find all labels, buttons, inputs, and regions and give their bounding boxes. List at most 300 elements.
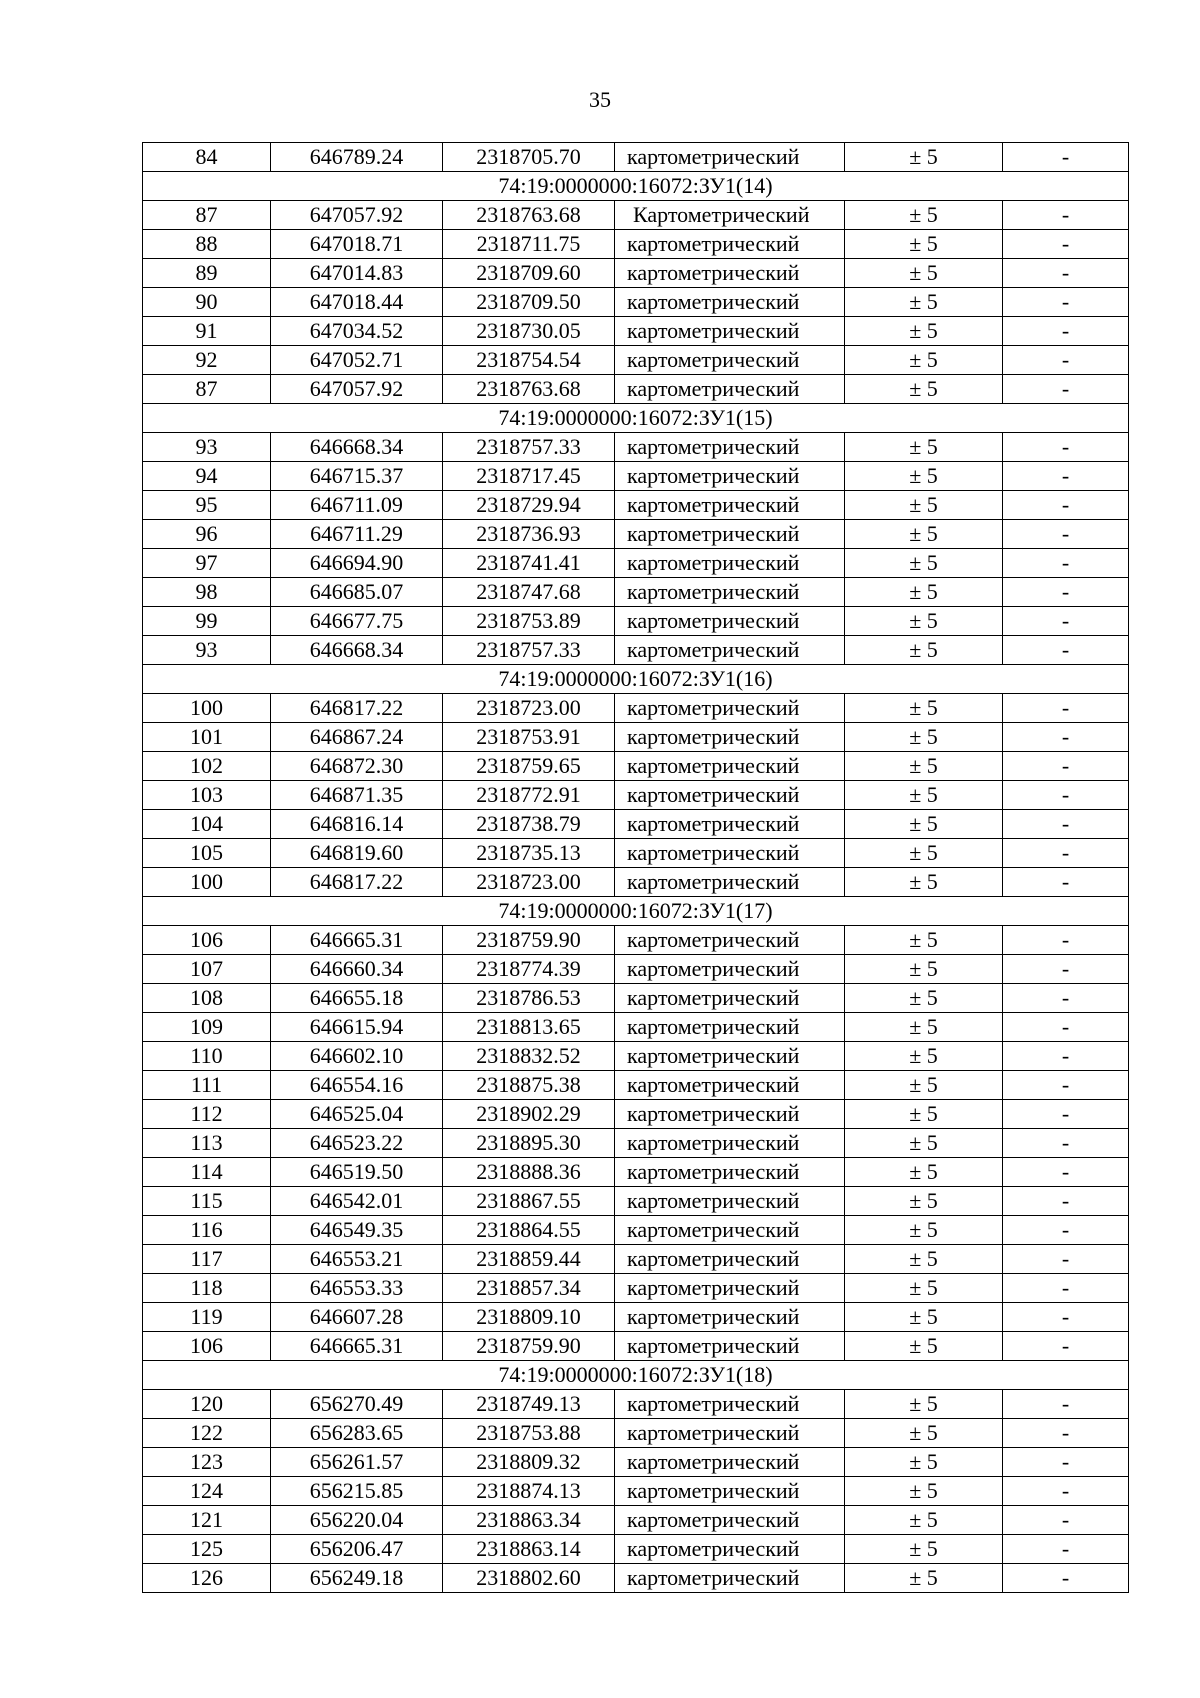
y-coordinate-cell: 2318809.32 xyxy=(443,1448,615,1477)
accuracy-cell: ± 5 xyxy=(845,1216,1003,1245)
y-coordinate-cell: 2318741.41 xyxy=(443,549,615,578)
method-cell: картометрический xyxy=(615,346,845,375)
point-number-cell: 110 xyxy=(143,1042,271,1071)
note-cell: - xyxy=(1003,1129,1129,1158)
y-coordinate-cell: 2318813.65 xyxy=(443,1013,615,1042)
accuracy-cell: ± 5 xyxy=(845,1535,1003,1564)
table-row xyxy=(143,578,1129,607)
x-coordinate-cell: 646660.34 xyxy=(271,955,443,984)
table-row xyxy=(143,1477,1129,1506)
point-number-cell: 105 xyxy=(143,839,271,868)
table-row xyxy=(143,1564,1129,1593)
accuracy-cell: ± 5 xyxy=(845,1013,1003,1042)
table-row xyxy=(143,1216,1129,1245)
point-number-cell: 104 xyxy=(143,810,271,839)
point-number-cell: 100 xyxy=(143,694,271,723)
y-coordinate-cell: 2318717.45 xyxy=(443,462,615,491)
x-coordinate-cell: 646867.24 xyxy=(271,723,443,752)
method-cell: картометрический xyxy=(615,752,845,781)
y-coordinate-cell: 2318759.65 xyxy=(443,752,615,781)
note-cell: - xyxy=(1003,1013,1129,1042)
method-cell: картометрический xyxy=(615,1129,845,1158)
point-number-cell: 124 xyxy=(143,1477,271,1506)
note-cell: - xyxy=(1003,346,1129,375)
method-cell: картометрический xyxy=(615,578,845,607)
table-row xyxy=(143,1071,1129,1100)
point-number-cell: 106 xyxy=(143,1332,271,1361)
note-cell: - xyxy=(1003,607,1129,636)
x-coordinate-cell: 646694.90 xyxy=(271,549,443,578)
y-coordinate-cell: 2318786.53 xyxy=(443,984,615,1013)
table-row xyxy=(143,1100,1129,1129)
y-coordinate-cell: 2318709.50 xyxy=(443,288,615,317)
x-coordinate-cell: 646665.31 xyxy=(271,926,443,955)
x-coordinate-cell: 646817.22 xyxy=(271,868,443,897)
y-coordinate-cell: 2318705.70 xyxy=(443,143,615,172)
note-cell: - xyxy=(1003,1506,1129,1535)
method-cell: картометрический xyxy=(615,1332,845,1361)
x-coordinate-cell: 646523.22 xyxy=(271,1129,443,1158)
note-cell: - xyxy=(1003,549,1129,578)
accuracy-cell: ± 5 xyxy=(845,1042,1003,1071)
point-number-cell: 94 xyxy=(143,462,271,491)
x-coordinate-cell: 656249.18 xyxy=(271,1564,443,1593)
point-number-cell: 93 xyxy=(143,636,271,665)
accuracy-cell: ± 5 xyxy=(845,1100,1003,1129)
table-row xyxy=(143,810,1129,839)
method-cell: картометрический xyxy=(615,926,845,955)
x-coordinate-cell: 646668.34 xyxy=(271,636,443,665)
note-cell: - xyxy=(1003,1042,1129,1071)
point-number-cell: 99 xyxy=(143,607,271,636)
accuracy-cell: ± 5 xyxy=(845,810,1003,839)
accuracy-cell: ± 5 xyxy=(845,230,1003,259)
note-cell: - xyxy=(1003,752,1129,781)
accuracy-cell: ± 5 xyxy=(845,143,1003,172)
method-cell: картометрический xyxy=(615,520,845,549)
table-row xyxy=(143,1129,1129,1158)
accuracy-cell: ± 5 xyxy=(845,491,1003,520)
accuracy-cell: ± 5 xyxy=(845,1390,1003,1419)
accuracy-cell: ± 5 xyxy=(845,607,1003,636)
x-coordinate-cell: 646542.01 xyxy=(271,1187,443,1216)
method-cell: картометрический xyxy=(615,1100,845,1129)
parcel-header-row xyxy=(143,1361,1129,1390)
x-coordinate-cell: 646816.14 xyxy=(271,810,443,839)
y-coordinate-cell: 2318747.68 xyxy=(443,578,615,607)
note-cell: - xyxy=(1003,1187,1129,1216)
note-cell: - xyxy=(1003,984,1129,1013)
table-row xyxy=(143,1187,1129,1216)
y-coordinate-cell: 2318711.75 xyxy=(443,230,615,259)
y-coordinate-cell: 2318759.90 xyxy=(443,1332,615,1361)
note-cell: - xyxy=(1003,781,1129,810)
method-cell: картометрический xyxy=(615,1187,845,1216)
table-row xyxy=(143,520,1129,549)
note-cell: - xyxy=(1003,1332,1129,1361)
y-coordinate-cell: 2318723.00 xyxy=(443,694,615,723)
method-cell: картометрический xyxy=(615,1158,845,1187)
method-cell: картометрический xyxy=(615,810,845,839)
accuracy-cell: ± 5 xyxy=(845,1129,1003,1158)
method-cell: картометрический xyxy=(615,1477,845,1506)
x-coordinate-cell: 646655.18 xyxy=(271,984,443,1013)
accuracy-cell: ± 5 xyxy=(845,520,1003,549)
x-coordinate-cell: 647034.52 xyxy=(271,317,443,346)
table-row xyxy=(143,462,1129,491)
y-coordinate-cell: 2318832.52 xyxy=(443,1042,615,1071)
point-number-cell: 88 xyxy=(143,230,271,259)
table-row xyxy=(143,694,1129,723)
table-row xyxy=(143,723,1129,752)
method-cell: картометрический xyxy=(615,839,845,868)
x-coordinate-cell: 646715.37 xyxy=(271,462,443,491)
point-number-cell: 107 xyxy=(143,955,271,984)
note-cell: - xyxy=(1003,201,1129,230)
method-cell: картометрический xyxy=(615,1216,845,1245)
table-row xyxy=(143,230,1129,259)
method-cell: картометрический xyxy=(615,462,845,491)
table-row xyxy=(143,926,1129,955)
method-cell: картометрический xyxy=(615,549,845,578)
x-coordinate-cell: 646519.50 xyxy=(271,1158,443,1187)
y-coordinate-cell: 2318723.00 xyxy=(443,868,615,897)
x-coordinate-cell: 647052.71 xyxy=(271,346,443,375)
accuracy-cell: ± 5 xyxy=(845,752,1003,781)
coordinates-table-body xyxy=(143,143,1129,1593)
accuracy-cell: ± 5 xyxy=(845,1564,1003,1593)
point-number-cell: 120 xyxy=(143,1390,271,1419)
note-cell: - xyxy=(1003,375,1129,404)
accuracy-cell: ± 5 xyxy=(845,1419,1003,1448)
x-coordinate-cell: 656283.65 xyxy=(271,1419,443,1448)
method-cell: картометрический xyxy=(615,694,845,723)
table-row xyxy=(143,868,1129,897)
y-coordinate-cell: 2318867.55 xyxy=(443,1187,615,1216)
x-coordinate-cell: 646549.35 xyxy=(271,1216,443,1245)
parcel-header-row xyxy=(143,172,1129,201)
table-row xyxy=(143,491,1129,520)
note-cell: - xyxy=(1003,230,1129,259)
method-cell: картометрический xyxy=(615,1245,845,1274)
table-row xyxy=(143,1013,1129,1042)
table-row xyxy=(143,1303,1129,1332)
y-coordinate-cell: 2318753.89 xyxy=(443,607,615,636)
note-cell: - xyxy=(1003,1274,1129,1303)
table-row xyxy=(143,375,1129,404)
note-cell: - xyxy=(1003,317,1129,346)
x-coordinate-cell: 646554.16 xyxy=(271,1071,443,1100)
table-row xyxy=(143,1390,1129,1419)
point-number-cell: 117 xyxy=(143,1245,271,1274)
point-number-cell: 119 xyxy=(143,1303,271,1332)
table-row xyxy=(143,1535,1129,1564)
method-cell: картометрический xyxy=(615,433,845,462)
table-row xyxy=(143,346,1129,375)
accuracy-cell: ± 5 xyxy=(845,955,1003,984)
method-cell: картометрический xyxy=(615,636,845,665)
point-number-cell: 101 xyxy=(143,723,271,752)
table-row xyxy=(143,143,1129,172)
y-coordinate-cell: 2318754.54 xyxy=(443,346,615,375)
note-cell: - xyxy=(1003,723,1129,752)
x-coordinate-cell: 647057.92 xyxy=(271,201,443,230)
x-coordinate-cell: 647014.83 xyxy=(271,259,443,288)
point-number-cell: 95 xyxy=(143,491,271,520)
table-row xyxy=(143,1042,1129,1071)
x-coordinate-cell: 646872.30 xyxy=(271,752,443,781)
method-cell: картометрический xyxy=(615,868,845,897)
table-row xyxy=(143,1158,1129,1187)
x-coordinate-cell: 646711.09 xyxy=(271,491,443,520)
accuracy-cell: ± 5 xyxy=(845,926,1003,955)
point-number-cell: 90 xyxy=(143,288,271,317)
x-coordinate-cell: 647057.92 xyxy=(271,375,443,404)
note-cell: - xyxy=(1003,578,1129,607)
x-coordinate-cell: 646607.28 xyxy=(271,1303,443,1332)
table-row xyxy=(143,1506,1129,1535)
accuracy-cell: ± 5 xyxy=(845,984,1003,1013)
x-coordinate-cell: 656261.57 xyxy=(271,1448,443,1477)
point-number-cell: 97 xyxy=(143,549,271,578)
accuracy-cell: ± 5 xyxy=(845,723,1003,752)
table-row xyxy=(143,984,1129,1013)
accuracy-cell: ± 5 xyxy=(845,1071,1003,1100)
accuracy-cell: ± 5 xyxy=(845,1274,1003,1303)
note-cell: - xyxy=(1003,694,1129,723)
note-cell: - xyxy=(1003,839,1129,868)
point-number-cell: 87 xyxy=(143,201,271,230)
table-row xyxy=(143,752,1129,781)
method-cell: картометрический xyxy=(615,955,845,984)
x-coordinate-cell: 646602.10 xyxy=(271,1042,443,1071)
accuracy-cell: ± 5 xyxy=(845,1158,1003,1187)
accuracy-cell: ± 5 xyxy=(845,346,1003,375)
note-cell: - xyxy=(1003,143,1129,172)
y-coordinate-cell: 2318730.05 xyxy=(443,317,615,346)
y-coordinate-cell: 2318763.68 xyxy=(443,201,615,230)
note-cell: - xyxy=(1003,810,1129,839)
method-cell: картометрический xyxy=(615,1390,845,1419)
method-cell: картометрический xyxy=(615,1564,845,1593)
y-coordinate-cell: 2318895.30 xyxy=(443,1129,615,1158)
y-coordinate-cell: 2318749.13 xyxy=(443,1390,615,1419)
y-coordinate-cell: 2318735.13 xyxy=(443,839,615,868)
accuracy-cell: ± 5 xyxy=(845,1332,1003,1361)
point-number-cell: 84 xyxy=(143,143,271,172)
parcel-header: 74:19:0000000:16072:ЗУ1(17) xyxy=(143,897,1129,926)
accuracy-cell: ± 5 xyxy=(845,781,1003,810)
table-row xyxy=(143,1274,1129,1303)
accuracy-cell: ± 5 xyxy=(845,317,1003,346)
y-coordinate-cell: 2318753.91 xyxy=(443,723,615,752)
parcel-header-row xyxy=(143,897,1129,926)
table-row xyxy=(143,1245,1129,1274)
point-number-cell: 93 xyxy=(143,433,271,462)
y-coordinate-cell: 2318864.55 xyxy=(443,1216,615,1245)
y-coordinate-cell: 2318772.91 xyxy=(443,781,615,810)
coordinates-table xyxy=(142,142,1129,1593)
note-cell: - xyxy=(1003,1448,1129,1477)
point-number-cell: 96 xyxy=(143,520,271,549)
point-number-cell: 91 xyxy=(143,317,271,346)
point-number-cell: 108 xyxy=(143,984,271,1013)
x-coordinate-cell: 656215.85 xyxy=(271,1477,443,1506)
accuracy-cell: ± 5 xyxy=(845,694,1003,723)
method-cell: картометрический xyxy=(615,607,845,636)
y-coordinate-cell: 2318759.90 xyxy=(443,926,615,955)
accuracy-cell: ± 5 xyxy=(845,462,1003,491)
y-coordinate-cell: 2318736.93 xyxy=(443,520,615,549)
accuracy-cell: ± 5 xyxy=(845,1448,1003,1477)
y-coordinate-cell: 2318888.36 xyxy=(443,1158,615,1187)
point-number-cell: 92 xyxy=(143,346,271,375)
table-row xyxy=(143,288,1129,317)
method-cell: картометрический xyxy=(615,723,845,752)
parcel-header: 74:19:0000000:16072:ЗУ1(15) xyxy=(143,404,1129,433)
point-number-cell: 116 xyxy=(143,1216,271,1245)
method-cell: картометрический xyxy=(615,288,845,317)
point-number-cell: 102 xyxy=(143,752,271,781)
x-coordinate-cell: 646711.29 xyxy=(271,520,443,549)
x-coordinate-cell: 646615.94 xyxy=(271,1013,443,1042)
method-cell: картометрический xyxy=(615,1274,845,1303)
accuracy-cell: ± 5 xyxy=(845,1303,1003,1332)
y-coordinate-cell: 2318802.60 xyxy=(443,1564,615,1593)
parcel-header-row xyxy=(143,665,1129,694)
note-cell: - xyxy=(1003,1535,1129,1564)
y-coordinate-cell: 2318709.60 xyxy=(443,259,615,288)
note-cell: - xyxy=(1003,1071,1129,1100)
table-row xyxy=(143,201,1129,230)
accuracy-cell: ± 5 xyxy=(845,288,1003,317)
point-number-cell: 123 xyxy=(143,1448,271,1477)
y-coordinate-cell: 2318809.10 xyxy=(443,1303,615,1332)
x-coordinate-cell: 646553.21 xyxy=(271,1245,443,1274)
note-cell: - xyxy=(1003,1245,1129,1274)
table-row xyxy=(143,1332,1129,1361)
x-coordinate-cell: 656220.04 xyxy=(271,1506,443,1535)
point-number-cell: 103 xyxy=(143,781,271,810)
method-cell: картометрический xyxy=(615,984,845,1013)
method-cell: картометрический xyxy=(615,1448,845,1477)
accuracy-cell: ± 5 xyxy=(845,1506,1003,1535)
method-cell: картометрический xyxy=(615,781,845,810)
point-number-cell: 98 xyxy=(143,578,271,607)
table-row xyxy=(143,433,1129,462)
note-cell: - xyxy=(1003,636,1129,665)
point-number-cell: 106 xyxy=(143,926,271,955)
note-cell: - xyxy=(1003,259,1129,288)
x-coordinate-cell: 646677.75 xyxy=(271,607,443,636)
x-coordinate-cell: 646817.22 xyxy=(271,694,443,723)
x-coordinate-cell: 646553.33 xyxy=(271,1274,443,1303)
note-cell: - xyxy=(1003,491,1129,520)
method-cell: Картометрический xyxy=(615,201,845,230)
method-cell: картометрический xyxy=(615,1303,845,1332)
method-cell: картометрический xyxy=(615,1419,845,1448)
table-row xyxy=(143,549,1129,578)
y-coordinate-cell: 2318857.34 xyxy=(443,1274,615,1303)
method-cell: картометрический xyxy=(615,1013,845,1042)
x-coordinate-cell: 646819.60 xyxy=(271,839,443,868)
note-cell: - xyxy=(1003,1158,1129,1187)
x-coordinate-cell: 646871.35 xyxy=(271,781,443,810)
point-number-cell: 113 xyxy=(143,1129,271,1158)
accuracy-cell: ± 5 xyxy=(845,549,1003,578)
table-row xyxy=(143,607,1129,636)
point-number-cell: 100 xyxy=(143,868,271,897)
point-number-cell: 125 xyxy=(143,1535,271,1564)
x-coordinate-cell: 647018.44 xyxy=(271,288,443,317)
table-row xyxy=(143,1448,1129,1477)
accuracy-cell: ± 5 xyxy=(845,433,1003,462)
note-cell: - xyxy=(1003,926,1129,955)
note-cell: - xyxy=(1003,288,1129,317)
note-cell: - xyxy=(1003,868,1129,897)
method-cell: картометрический xyxy=(615,1535,845,1564)
x-coordinate-cell: 656206.47 xyxy=(271,1535,443,1564)
accuracy-cell: ± 5 xyxy=(845,1477,1003,1506)
y-coordinate-cell: 2318863.14 xyxy=(443,1535,615,1564)
point-number-cell: 87 xyxy=(143,375,271,404)
method-cell: картометрический xyxy=(615,1506,845,1535)
method-cell: картометрический xyxy=(615,375,845,404)
y-coordinate-cell: 2318757.33 xyxy=(443,433,615,462)
y-coordinate-cell: 2318757.33 xyxy=(443,636,615,665)
y-coordinate-cell: 2318763.68 xyxy=(443,375,615,404)
parcel-header: 74:19:0000000:16072:ЗУ1(14) xyxy=(143,172,1129,201)
accuracy-cell: ± 5 xyxy=(845,636,1003,665)
table-row xyxy=(143,781,1129,810)
note-cell: - xyxy=(1003,1419,1129,1448)
method-cell: картометрический xyxy=(615,230,845,259)
point-number-cell: 111 xyxy=(143,1071,271,1100)
accuracy-cell: ± 5 xyxy=(845,839,1003,868)
table-row xyxy=(143,317,1129,346)
x-coordinate-cell: 646665.31 xyxy=(271,1332,443,1361)
point-number-cell: 126 xyxy=(143,1564,271,1593)
method-cell: картометрический xyxy=(615,491,845,520)
y-coordinate-cell: 2318875.38 xyxy=(443,1071,615,1100)
table-row xyxy=(143,1419,1129,1448)
accuracy-cell: ± 5 xyxy=(845,868,1003,897)
accuracy-cell: ± 5 xyxy=(845,201,1003,230)
parcel-header: 74:19:0000000:16072:ЗУ1(18) xyxy=(143,1361,1129,1390)
point-number-cell: 115 xyxy=(143,1187,271,1216)
point-number-cell: 114 xyxy=(143,1158,271,1187)
note-cell: - xyxy=(1003,433,1129,462)
point-number-cell: 112 xyxy=(143,1100,271,1129)
note-cell: - xyxy=(1003,1100,1129,1129)
note-cell: - xyxy=(1003,955,1129,984)
point-number-cell: 121 xyxy=(143,1506,271,1535)
y-coordinate-cell: 2318753.88 xyxy=(443,1419,615,1448)
x-coordinate-cell: 646789.24 xyxy=(271,143,443,172)
note-cell: - xyxy=(1003,1390,1129,1419)
parcel-header: 74:19:0000000:16072:ЗУ1(16) xyxy=(143,665,1129,694)
note-cell: - xyxy=(1003,462,1129,491)
y-coordinate-cell: 2318859.44 xyxy=(443,1245,615,1274)
x-coordinate-cell: 656270.49 xyxy=(271,1390,443,1419)
note-cell: - xyxy=(1003,1216,1129,1245)
y-coordinate-cell: 2318729.94 xyxy=(443,491,615,520)
parcel-header-row xyxy=(143,404,1129,433)
accuracy-cell: ± 5 xyxy=(845,375,1003,404)
point-number-cell: 89 xyxy=(143,259,271,288)
accuracy-cell: ± 5 xyxy=(845,578,1003,607)
y-coordinate-cell: 2318863.34 xyxy=(443,1506,615,1535)
